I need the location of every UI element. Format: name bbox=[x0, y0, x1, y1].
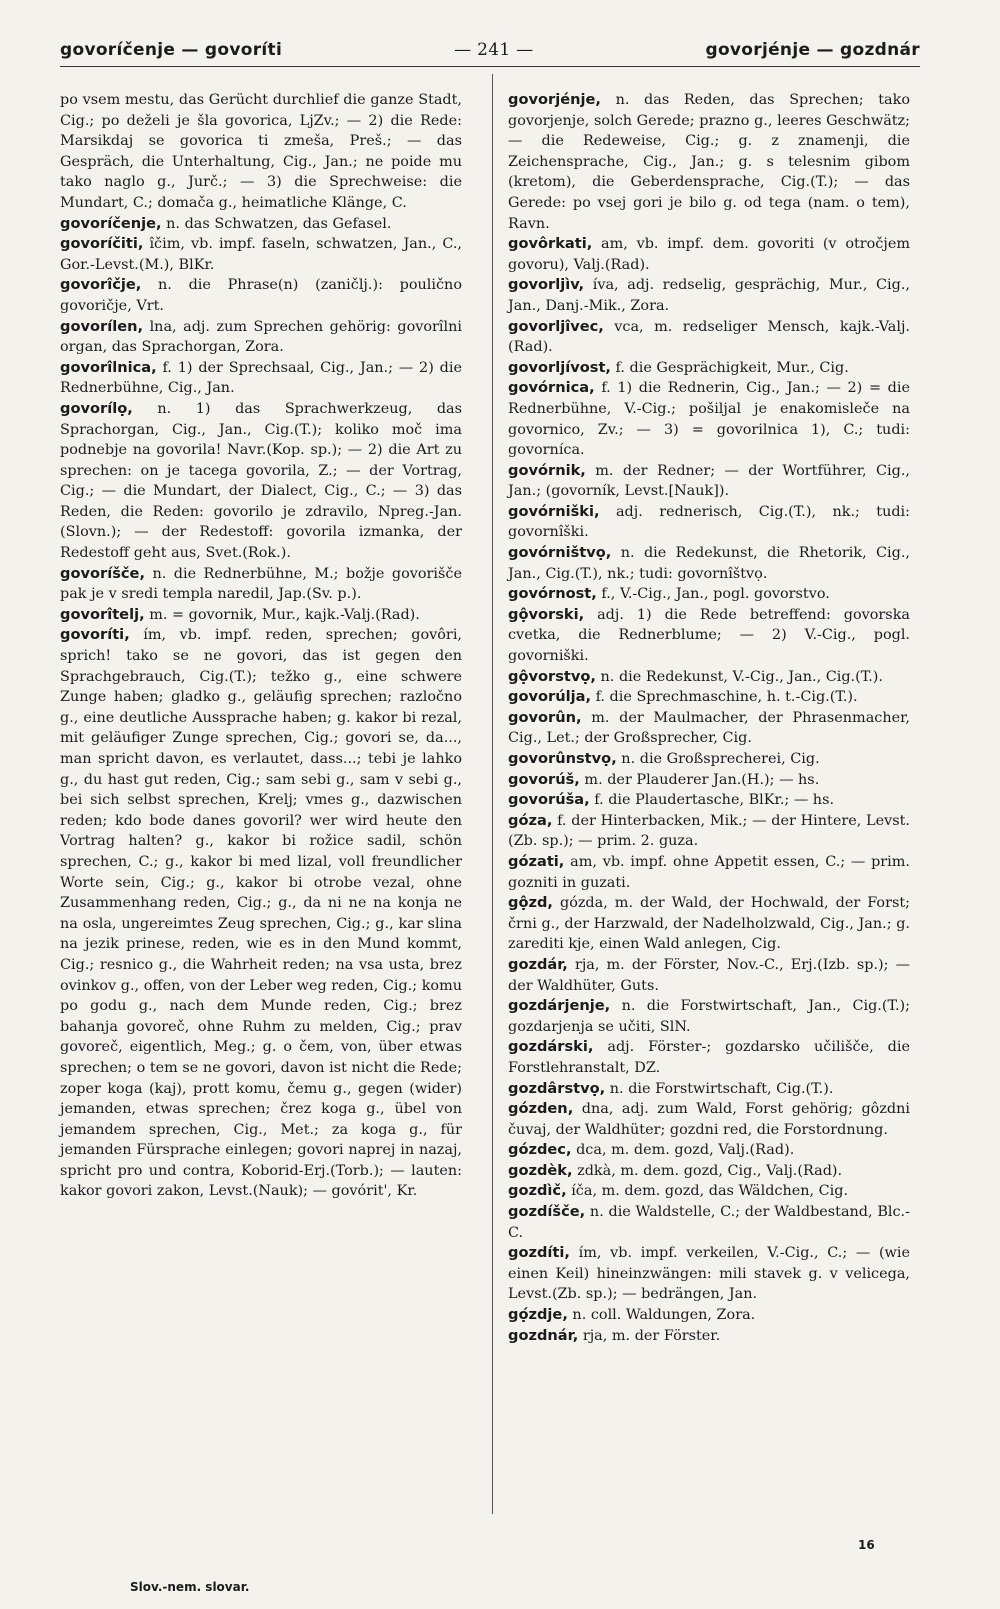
entry-definition: adj. rednerisch, Cig.(T.), nk.; tudi: govornîški. bbox=[508, 503, 910, 541]
dictionary-entry bbox=[508, 1037, 910, 1078]
dictionary-entry bbox=[508, 955, 910, 996]
entry-definition: adj. 1) die Rede betreffend: govorska cvetka, die Rednerblume; — 2) V.-Cig., pogl. govorniški. bbox=[508, 606, 910, 665]
entry-definition: íva, adj. redselig, gesprächig, Mur., Cig., Jan., Danj.-Mik., Zora. bbox=[508, 277, 910, 314]
entry-headword: govórništvọ, bbox=[508, 544, 612, 562]
entry-definition: n. 1) das Sprachwerkzeug, das Sprachorgan, Cig., Jan., Cig.(T.); koliko moč ima podnebje na govorila! Navr.(Kop. sp.); — 2) die Art zu sprechen: on je tacega govorila, Z.; — der Vortrag, Cig.; — die Mundart, der Dialect, Cig., C.; — 3) das Reden, die Reden: govorilo je zdravilo, Npreg.-Jan.(Slovn.); — der Redestoff: govorila izmanka, der Redestoff geht aus, Svet.(Rok.). bbox=[60, 400, 462, 562]
entry-definition: f. 1) die Rednerin, Cig., Jan.; — 2) = die Rednerbühne, V.-Cig.; pošiljal je enakomisleče na govornico, Zv.; — 3) = govorilnica 1), C.; tudi: govorníca. bbox=[508, 380, 910, 459]
entry-headword: gozdèk, bbox=[508, 1161, 573, 1179]
entry-headword: govôrkati, bbox=[508, 235, 593, 253]
dictionary-entry bbox=[60, 605, 462, 626]
entry-headword: govórnik, bbox=[508, 461, 586, 479]
entry-definition: po vsem mestu, das Gerücht durchlief die ganze Stadt, Cig.; po deželi je šla govorica, LjZv.; — 2) die Rede: Marsikdaj se govorica ti zmeša, Preš.; — das Gespräch, die Unterhaltung, Cig., Jan.; ne poide mu tako naglo g., Jurč.; — 3) die Sprechweise: die Mundart, C.; domača g., heimatliche Klänge, C. bbox=[60, 92, 462, 211]
page-number: — 241 — bbox=[454, 40, 534, 60]
entry-definition: gózda, m. der Wald, der Hochwald, der Forst; črni g., der Harzwald, der Nadelholzwald, Cig., Jan.; g. zarediti kje, einen Wald anlegen, Cig. bbox=[508, 895, 910, 953]
entry-definition: f. die Plaudertasche, BlKr.; — hs. bbox=[589, 792, 835, 809]
entry-definition: n. die Rednerbühne, M.; božje govorišče pak je v sredi templa naredil, Jap.(Sv. p.). bbox=[60, 565, 462, 603]
entry-headword: govoríčenje, bbox=[60, 214, 162, 232]
dictionary-entry bbox=[508, 1243, 910, 1305]
entry-headword: govorljívost, bbox=[508, 358, 611, 376]
entry-definition: n. die Phrase(n) (zaničlj.): pouličnо govoričje, Vrt. bbox=[60, 277, 462, 314]
entry-headword: gozdìč, bbox=[508, 1182, 567, 1200]
dictionary-entry bbox=[508, 852, 910, 893]
entry-headword: govorîtelj, bbox=[60, 605, 145, 623]
entry-definition: am, vb. impf. ohne Appetit essen, C.; — prim. gozniti in guzati. bbox=[508, 853, 910, 891]
entry-definition: vca, m. redseliger Mensch, kajk.-Valj.(Rad). bbox=[508, 318, 910, 356]
dictionary-entry bbox=[508, 790, 910, 811]
dictionary-entry bbox=[60, 275, 462, 316]
entry-headword: govorîčje, bbox=[60, 276, 142, 294]
entry-definition: íča, m. dem. gozd, das Wäldchen, Cig. bbox=[566, 1183, 849, 1200]
entry-headword: gozdnár, bbox=[508, 1326, 579, 1344]
entry-definition: n. coll. Waldungen, Zora. bbox=[567, 1307, 756, 1324]
entry-definition: zdkà, m. dem. gozd, Cig., Valj.(Rad). bbox=[572, 1162, 843, 1179]
dictionary-entry bbox=[508, 708, 910, 749]
entry-definition: n. die Forstwirtschaft, Jan., Cig.(T.); gozdarjenja se učiti, SlN. bbox=[508, 998, 910, 1035]
entry-definition: ím, vb. impf. verkeilen, V.-Cig., C.; — (wie einen Keil) hineinzwängen: mili stavek g. v velicega, Levst.(Zb. sp.); — bedrängen, Jan. bbox=[508, 1245, 910, 1303]
dictionary-entry bbox=[508, 1079, 910, 1100]
entry-headword: govórnost, bbox=[508, 585, 597, 603]
dictionary-entry bbox=[60, 358, 462, 399]
entry-definition: lna, adj. zum Sprechen gehörig: govorîlni organ, das Sprachorgan, Zora. bbox=[60, 318, 462, 356]
dictionary-entry bbox=[508, 1161, 910, 1182]
dictionary-entry bbox=[508, 358, 910, 379]
dictionary-entry bbox=[508, 1305, 910, 1326]
entry-definition: n. das Reden, das Sprechen; tako govorjenje, solch Gerede; prazno g., leeres Geschwätz; — die Redeweise, Cig.; g. z znamenji, die Zeichensprache, Cig., Jan.; g. s telesnim gibom (kretom), die Geberdensprache, Cig.(T.); — das Gerede: po vsej gori je bilo g. od tega (nam. o tem), Ravn. bbox=[508, 92, 910, 232]
entry-headword: govoríšče, bbox=[60, 564, 145, 582]
header-left-guideword: govoríčenje — govoríti bbox=[60, 40, 283, 60]
entry-headword: gộvorski, bbox=[508, 605, 585, 623]
header-rule bbox=[60, 66, 920, 67]
entry-headword: gozdárski, bbox=[508, 1038, 594, 1056]
dictionary-entry bbox=[508, 1202, 910, 1243]
entry-headword: govorúš, bbox=[508, 770, 580, 788]
dictionary-entry bbox=[508, 1140, 910, 1161]
header-right-guideword: govorjénje — gozdnár bbox=[705, 40, 920, 60]
entry-headword: gộvorstvọ, bbox=[508, 667, 596, 685]
entry-definition: rja, m. der Förster, Nov.-C., Erj.(Izb. sp.); — der Waldhüter, Guts. bbox=[508, 956, 910, 994]
dictionary-entry bbox=[508, 502, 910, 543]
entry-definition: f., V.-Cig., Jan., pogl. govorstvo. bbox=[596, 586, 830, 603]
dictionary-entry bbox=[60, 317, 462, 358]
entry-definition: n. das Schwatzen, das Gefasel. bbox=[161, 215, 392, 232]
entry-headword: govórnica, bbox=[508, 379, 595, 397]
entry-definition: n. die Redekunst, die Rhetorik, Cig., Jan., Cig.(T.), nk.; tudi: govornîštvọ. bbox=[508, 545, 910, 582]
entry-headword: govorílen, bbox=[60, 317, 144, 335]
entry-headword: gọ́zdje, bbox=[508, 1306, 568, 1324]
entry-definition: n. die Redekunst, V.-Cig., Jan., Cig.(T.). bbox=[595, 668, 883, 685]
entry-headword: góza, bbox=[508, 811, 553, 829]
entry-definition: adj. Förster-; gozdarsko učilišče, die Forstlehranstalt, DZ. bbox=[508, 1039, 910, 1076]
dictionary-entry bbox=[508, 811, 910, 852]
entry-headword: gózden, bbox=[508, 1100, 574, 1118]
entry-definition: f. der Hinterbacken, Mik.; — der Hintere, Levst.(Zb. sp.); — prim. 2. guza. bbox=[508, 812, 910, 850]
entry-headword: gózati, bbox=[508, 852, 565, 870]
entry-headword: govorîlnica, bbox=[60, 358, 157, 376]
entry-definition: n. die Waldstelle, C.; der Waldbestand, Blc.-C. bbox=[508, 1204, 910, 1241]
entry-definition: f. die Sprechmaschine, h. t.-Cig.(T.). bbox=[591, 689, 858, 706]
entry-definition: am, vb. impf. dem. govoriti (v otročjem govoru), Valj.(Rad). bbox=[508, 236, 910, 273]
entry-headword: govoríti, bbox=[60, 626, 130, 644]
dictionary-entry bbox=[508, 378, 910, 460]
footer-title: Slov.-nem. slovar. bbox=[130, 1580, 250, 1594]
entry-headword: gozdíti, bbox=[508, 1244, 570, 1262]
entry-headword: govorûnstvọ, bbox=[508, 750, 617, 767]
dictionary-entry bbox=[508, 667, 910, 688]
column-divider bbox=[492, 74, 493, 1514]
dictionary-entry bbox=[508, 687, 910, 708]
entry-definition: rja, m. der Förster. bbox=[578, 1327, 721, 1344]
running-header bbox=[60, 30, 920, 70]
entry-definition: n. die Forstwirtschaft, Cig.(T.). bbox=[605, 1080, 834, 1097]
dictionary-entry bbox=[508, 461, 910, 502]
dictionary-entry bbox=[60, 234, 462, 275]
dictionary-entry bbox=[60, 564, 462, 605]
entry-headword: govórniški, bbox=[508, 502, 600, 520]
dictionary-entry bbox=[508, 1181, 910, 1202]
left-column bbox=[60, 90, 462, 1202]
entry-headword: govoríčiti, bbox=[60, 235, 144, 253]
dictionary-entry bbox=[508, 90, 910, 234]
entry-headword: gozdárjenje, bbox=[508, 997, 611, 1015]
dictionary-entry bbox=[508, 275, 910, 316]
entry-headword: govorílọ, bbox=[60, 399, 133, 417]
entry-headword: gozdârstvọ, bbox=[508, 1079, 606, 1097]
dictionary-entry bbox=[508, 605, 910, 667]
dictionary-entry bbox=[508, 770, 910, 791]
entry-headword: govorjénje, bbox=[508, 91, 601, 108]
dictionary-entry bbox=[508, 893, 910, 955]
dictionary-entry bbox=[508, 543, 910, 584]
entry-headword: govorljìv, bbox=[508, 276, 585, 294]
entry-headword: govorúlja, bbox=[508, 688, 591, 706]
dictionary-entry bbox=[508, 584, 910, 605]
entry-definition: n. die Großsprecherei, Cig. bbox=[616, 751, 820, 767]
entry-headword: govorljîvec, bbox=[508, 317, 604, 335]
entry-definition: f. 1) der Sprechsaal, Cig., Jan.; — 2) die Rednerbühne, Cig., Jan. bbox=[60, 359, 462, 397]
entry-definition: dca, m. dem. gozd, Valj.(Rad). bbox=[571, 1142, 795, 1159]
entry-headword: gộzd, bbox=[508, 894, 553, 912]
dictionary-entry bbox=[508, 234, 910, 275]
entry-definition: dna, adj. zum Wald, Forst gehörig; gôzdni čuvaj, der Waldhüter; gozdni red, die Forstordnung. bbox=[508, 1101, 910, 1138]
dictionary-entry bbox=[60, 90, 462, 214]
entry-definition: m. der Redner; — der Wortführer, Cig., Jan.; (govorník, Levst.[Nauk]). bbox=[508, 462, 910, 500]
entry-headword: govorúša, bbox=[508, 791, 590, 809]
entry-headword: govorûn, bbox=[508, 708, 582, 726]
dictionary-entry bbox=[508, 749, 910, 770]
right-column bbox=[508, 90, 910, 1346]
signature-mark: 16 bbox=[858, 1538, 875, 1552]
dictionary-entry bbox=[508, 317, 910, 358]
entry-headword: gozdár, bbox=[508, 955, 568, 973]
dictionary-entry bbox=[60, 625, 462, 1202]
entry-definition: ím, vb. impf. reden, sprechen; govôri, sprich! tako se ne govori, das ist gegen den Sprachgebrauch, Cig.(T.); težko g., eine schwere Zunge haben; gladko g., geläufig sprechen; razločno g., eine deutliche Aussprache haben; g. kakor bi rezal, mit geläufiger Zunge sprechen, Cig.; govori se, da..., man spricht davon, es verlautet, dass...; tebi je lahko g., du hast gut reden, Cig.; sam sebi g., sam v sebi g., bei sich selbst sprechen, Krelj; vmes g., dazwischen reden; kdo bode danes govoril? wer wird heute den Vortrag halten? g., kakor bi rožice sadil, schön sprechen, C.; g., kakor bi med lizal, voll freundlicher Worte sein, Cig.; g., kakor bi otrobe vezal, ohne Zusammenhang reden, Cig.; g., da ni ne na konja ne na osla, ungereimtes Zeug sprechen, Cig.; g., kar slina na jezik prinese, reden, wie es in den Mund kommt, Cig.; resnico g., die Wahrheit reden; na vsa usta, brez ovinkov g., offen, von der Leber weg reden, Cig.; komu po godu g., nach dem Munde reden, Cig.; brez bahanja govoreč, ohne Ruhm zu melden, Cig.; prav govoreč, eigentlich, Meg.; g. o čem, von, über etwas sprechen; o tem se ne govori, davon ist nicht die Rede; zoper koga (kaj), prott komu, čemu g., gegen (wider) jemanden, etwas sprechen; črez koga g., übel von jemandem sprechen, Cig., Met.; za koga g., für jemanden Fürsprache einlegen; govori naprej in nazaj, spricht pro und contra, Koborid-Erj.(Torb.); — lauten: kakor govori zakon, Levst.(Nauk); — govórit', Kr. bbox=[60, 627, 462, 1200]
dictionary-entry bbox=[508, 1099, 910, 1140]
entry-definition: m. = govornik, Mur., kajk.-Valj.(Rad). bbox=[144, 606, 420, 623]
dictionary-entry bbox=[508, 1326, 910, 1347]
entry-definition: îčim, vb. impf. faseln, schwatzen, Jan., C., Gor.-Levst.(M.), BlKr. bbox=[60, 236, 462, 273]
entry-definition: f. die Gesprächigkeit, Mur., Cig. bbox=[610, 359, 849, 376]
dictionary-entry bbox=[60, 399, 462, 564]
entry-headword: gozdíšče, bbox=[508, 1203, 586, 1221]
entry-definition: m. der Plauderer Jan.(H.); — hs. bbox=[579, 771, 820, 788]
entry-definition: m. der Maulmacher, der Phrasenmacher, Cig., Let.; der Großsprecher, Cig. bbox=[508, 709, 910, 747]
entry-headword: gózdec, bbox=[508, 1141, 572, 1159]
dictionary-entry bbox=[60, 214, 462, 235]
dictionary-entry bbox=[508, 996, 910, 1037]
